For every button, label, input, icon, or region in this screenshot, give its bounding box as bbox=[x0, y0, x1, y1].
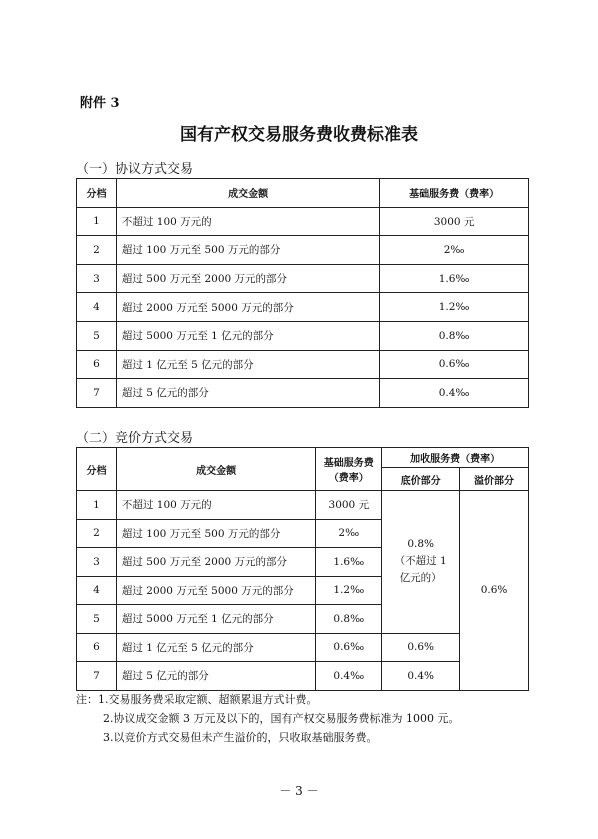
section-heading-agreement: （一）协议方式交易 bbox=[76, 162, 194, 177]
header-base-fee-line1: 基础服务费 bbox=[323, 458, 374, 469]
fee-cell: 1.2‰ bbox=[380, 293, 529, 322]
tier-cell: 4 bbox=[77, 293, 117, 322]
amount-cell: 超过 2000 万元至 5000 万元的部分 bbox=[116, 576, 315, 605]
tier-cell: 2 bbox=[77, 519, 117, 548]
table-header-row bbox=[77, 179, 529, 208]
annex-label: 附件 3 bbox=[80, 96, 120, 111]
note-3: 3.以竞价方式交易但未产生溢价的，只收取基础服务费。 bbox=[103, 731, 378, 744]
tier-cell: 5 bbox=[77, 605, 117, 634]
fee-cell: 1.6‰ bbox=[316, 548, 382, 577]
tier-cell: 7 bbox=[77, 379, 117, 408]
tier-cell: 4 bbox=[77, 576, 117, 605]
amount-cell: 超过 500 万元至 2000 万元的部分 bbox=[116, 548, 315, 577]
header-extra-fee: 加收服务费（费率） bbox=[382, 448, 529, 468]
amount-cell: 超过 2000 万元至 5000 万元的部分 bbox=[116, 293, 379, 322]
amount-cell: 超过 1 亿元至 5 亿元的部分 bbox=[116, 633, 315, 662]
header-base-fee: 基础服务费（费率） bbox=[380, 179, 529, 208]
amount-cell: 超过 1 亿元至 5 亿元的部分 bbox=[116, 350, 379, 379]
fee-cell: 3000 元 bbox=[316, 491, 382, 520]
tier-cell: 1 bbox=[77, 207, 117, 236]
amount-cell: 超过 5000 万元至 1 亿元的部分 bbox=[116, 605, 315, 634]
table-row bbox=[77, 236, 529, 265]
header-amount: 成交金额 bbox=[116, 448, 315, 491]
header-base-fee-line2: （费率） bbox=[328, 473, 369, 484]
note-1: 注：1.交易服务费采取定额、超额累退方式计费。 bbox=[76, 693, 318, 706]
header-amount: 成交金额 bbox=[116, 179, 379, 208]
fee-cell: 1.6‰ bbox=[380, 264, 529, 293]
tier-cell: 7 bbox=[77, 662, 117, 691]
fee-cell: 0.8‰ bbox=[316, 605, 382, 634]
section-heading-auction: （二）竞价方式交易 bbox=[76, 431, 194, 446]
floor-part-cell: 0.6% bbox=[382, 633, 460, 662]
premium-part-merged-cell: 0.6% bbox=[460, 491, 529, 691]
fee-cell: 0.6‰ bbox=[316, 633, 382, 662]
table-row bbox=[77, 350, 529, 379]
table-header-row bbox=[77, 448, 529, 468]
note-2: 2.协议成交金额 3 万元及以下的，国有产权交易服务费标准为 1000 元。 bbox=[103, 712, 460, 725]
tier-cell: 1 bbox=[77, 491, 117, 520]
amount-cell: 超过 100 万元至 500 万元的部分 bbox=[116, 519, 315, 548]
tier-cell: 3 bbox=[77, 264, 117, 293]
header-tier: 分档 bbox=[77, 179, 117, 208]
tier-cell: 6 bbox=[77, 350, 117, 379]
floor-merged-line3: 亿元的） bbox=[399, 572, 442, 585]
amount-cell: 不超过 100 万元的 bbox=[116, 207, 379, 236]
amount-cell: 超过 100 万元至 500 万元的部分 bbox=[116, 236, 379, 265]
amount-cell: 超过 500 万元至 2000 万元的部分 bbox=[116, 264, 379, 293]
floor-part-cell: 0.4% bbox=[382, 662, 460, 691]
floor-part-merged-cell bbox=[382, 491, 460, 634]
table-row bbox=[77, 379, 529, 408]
floor-merged-line1: 0.8% bbox=[407, 538, 435, 551]
fee-cell: 1.2‰ bbox=[316, 576, 382, 605]
header-base-fee bbox=[316, 448, 382, 491]
fee-cell: 0.6‰ bbox=[380, 350, 529, 379]
header-tier: 分档 bbox=[77, 448, 117, 491]
page-number: － 3 － bbox=[279, 784, 319, 798]
tier-cell: 2 bbox=[77, 236, 117, 265]
floor-merged-line2: （不超过 1 bbox=[394, 555, 447, 568]
amount-cell: 超过 5000 万元至 1 亿元的部分 bbox=[116, 321, 379, 350]
fee-cell: 2‰ bbox=[316, 519, 382, 548]
tier-cell: 6 bbox=[77, 633, 117, 662]
table-row bbox=[77, 491, 529, 520]
notes-block bbox=[76, 690, 459, 747]
tier-cell: 5 bbox=[77, 321, 117, 350]
amount-cell: 超过 5 亿元的部分 bbox=[116, 379, 379, 408]
agreement-fee-table bbox=[76, 178, 529, 408]
fee-cell: 2‰ bbox=[380, 236, 529, 265]
fee-cell: 0.8‰ bbox=[380, 321, 529, 350]
table-row bbox=[77, 207, 529, 236]
fee-cell: 3000 元 bbox=[380, 207, 529, 236]
table-row bbox=[77, 321, 529, 350]
page-title: 国有产权交易服务费收费标准表 bbox=[180, 125, 418, 145]
header-floor-part: 底价部分 bbox=[382, 468, 460, 491]
fee-cell: 0.4‰ bbox=[380, 379, 529, 408]
table-row bbox=[77, 293, 529, 322]
fee-cell: 0.4‰ bbox=[316, 662, 382, 691]
header-premium-part: 溢价部分 bbox=[460, 468, 529, 491]
amount-cell: 不超过 100 万元的 bbox=[116, 491, 315, 520]
auction-fee-table bbox=[76, 447, 529, 691]
table-row bbox=[77, 264, 529, 293]
amount-cell: 超过 5 亿元的部分 bbox=[116, 662, 315, 691]
tier-cell: 3 bbox=[77, 548, 117, 577]
